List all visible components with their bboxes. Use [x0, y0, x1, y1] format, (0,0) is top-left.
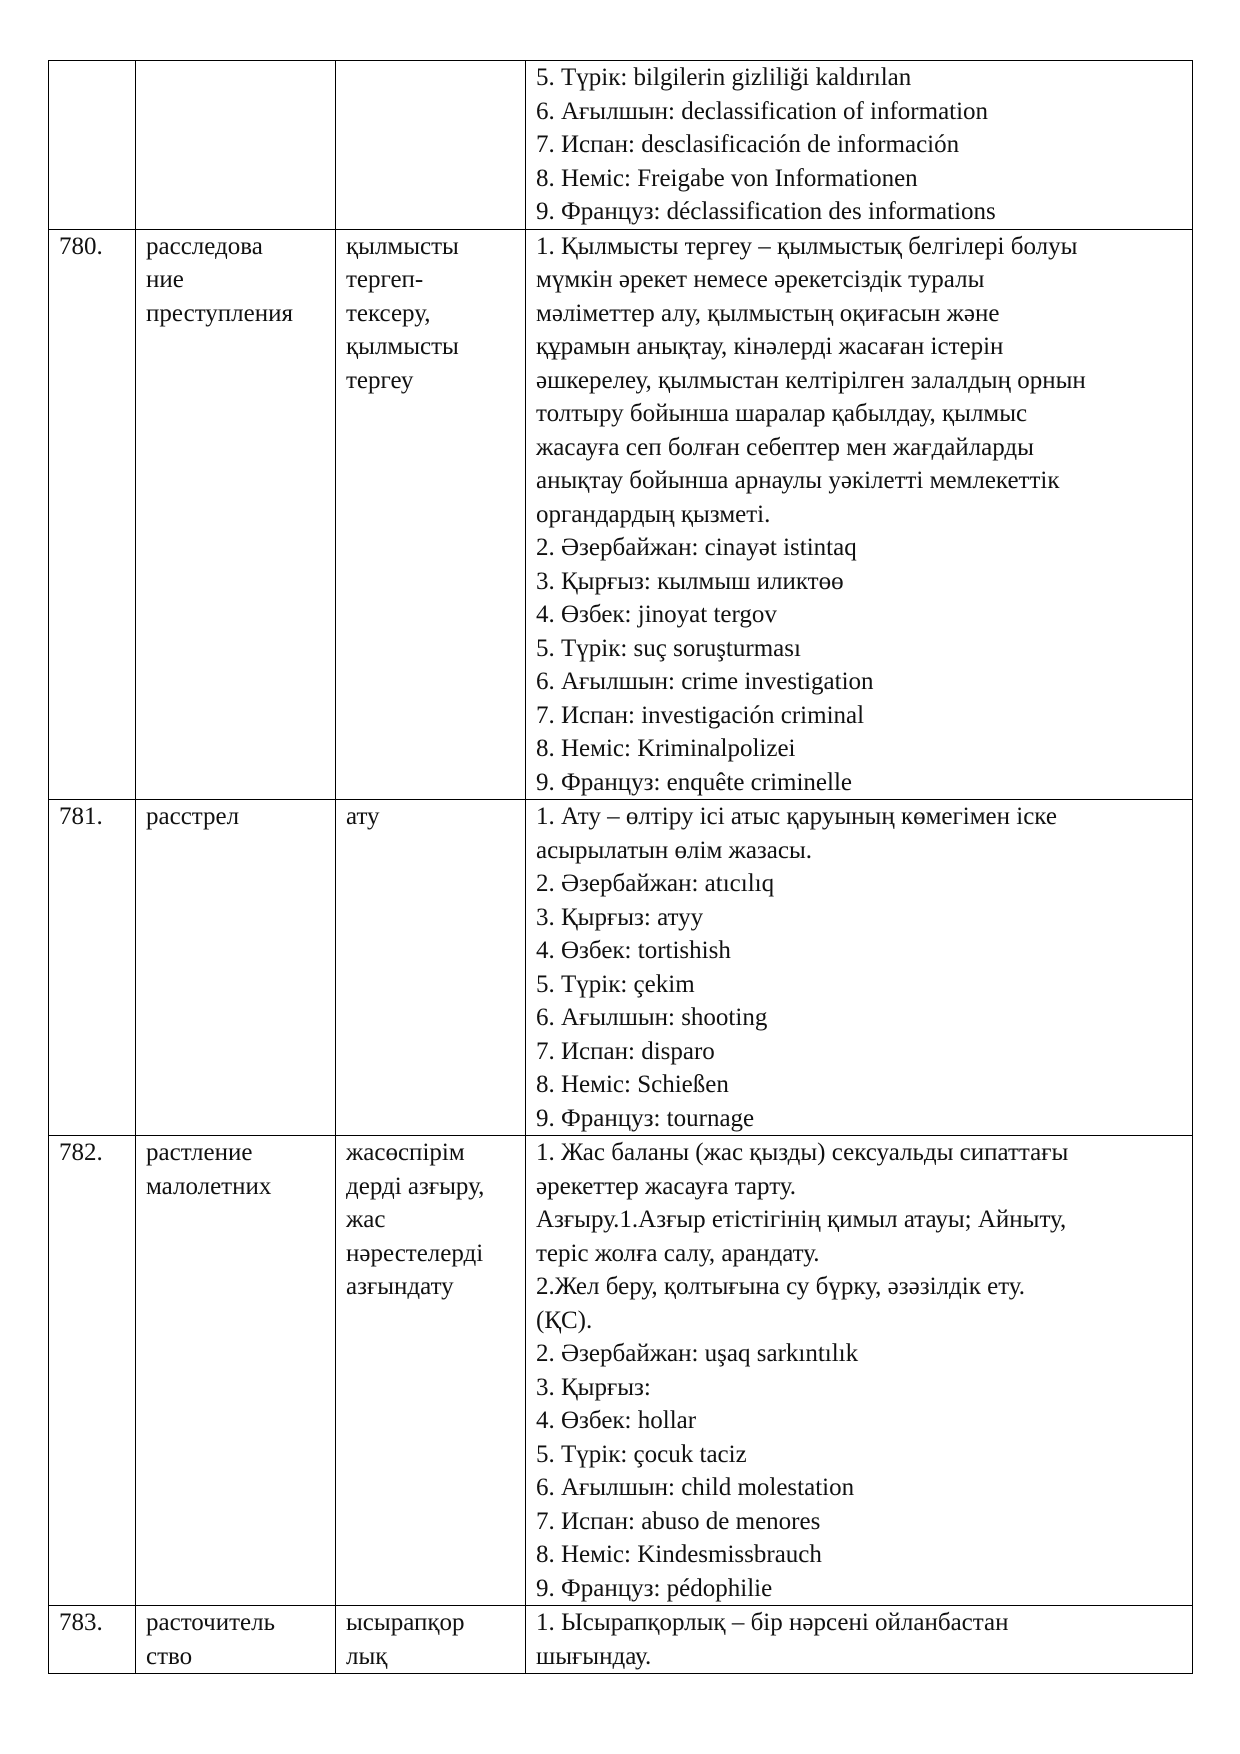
definition-line: 1. Ату – өлтіру ісі атыс қаруының көмегімен іске [536, 803, 1057, 830]
definition-cell [526, 1606, 1193, 1674]
definition-line: шығындау. [536, 1642, 652, 1670]
russian-term-cell [136, 229, 336, 800]
definition-line: 3. Қырғыз: [536, 1373, 651, 1401]
definition-cell [526, 61, 1193, 230]
definition-cell [526, 800, 1193, 1136]
kazakh-term-line: тергеу [346, 366, 414, 394]
definition-line: 8. Неміс: Schießen [536, 1071, 729, 1098]
russian-term-line: расследова [146, 232, 263, 260]
definition-line: 5. Түрік: suç soruşturması [536, 634, 801, 662]
definition-line: Азғыру.1.Азғыр етістігінің қимыл атауы; Айныту, [536, 1206, 1067, 1233]
definition-line: 5. Түрік: çocuk taciz [536, 1440, 747, 1468]
definition-line: органдардың қызметі. [536, 500, 771, 528]
glossary-table [48, 60, 1193, 1674]
entry-number-cell [49, 229, 136, 800]
russian-term-cell [136, 1606, 336, 1674]
definition-line: 9. Француз: pédophilie [536, 1574, 773, 1602]
definition-line: 6. Ағылшын: child molestation [536, 1474, 855, 1501]
table-row [49, 229, 1193, 800]
definition-line: асырылатын өлім жазасы. [536, 836, 813, 864]
definition-line: 7. Испан: investigación criminal [536, 701, 865, 729]
definition-cell [526, 229, 1193, 800]
definition-cell [526, 1136, 1193, 1606]
kazakh-term-line: дерді азғыру, [346, 1172, 485, 1200]
definition-line: 7. Испан: disparo [536, 1037, 715, 1065]
definition-line: 9. Француз: tournage [536, 1104, 755, 1132]
definition-line: 5. Түрік: çekim [536, 970, 695, 998]
kazakh-term-cell [336, 800, 526, 1136]
definition-line: 4. Өзбек: tortishish [536, 937, 731, 964]
kazakh-term-line: лық [346, 1642, 388, 1670]
entry-number-cell [49, 1136, 136, 1606]
kazakh-term-line: ату [346, 803, 380, 830]
russian-term-line: расточитель [146, 1609, 275, 1636]
russian-term-line: ство [146, 1642, 193, 1670]
definition-line: теріс жолға салу, арандату. [536, 1239, 820, 1267]
entry-number-cell [49, 1606, 136, 1674]
definition-line: 8. Неміс: Freigabe von Informationen [536, 164, 918, 192]
document-page [48, 60, 1192, 1674]
entry-number-cell [49, 800, 136, 1136]
definition-line: 1. Қылмысты тергеу – қылмыстық белгілері болуы [536, 232, 1078, 260]
definition-line: 3. Қырғыз: кылмыш иликтөө [536, 567, 844, 595]
definition-line: мүмкін әрекет немесе әрекетсіздік туралы [536, 266, 985, 293]
russian-term-cell [136, 61, 336, 230]
definition-line: 6. Ағылшын: crime investigation [536, 668, 874, 695]
kazakh-term-line: жас [346, 1206, 386, 1233]
definition-line: 2. Әзербайжан: uşaq sarkıntılık [536, 1340, 859, 1367]
definition-line: құрамын анықтау, кінәлерді жасаған істерін [536, 333, 1004, 360]
definition-line: 8. Неміс: Kindesmissbrauch [536, 1541, 822, 1568]
glossary-table-body [49, 61, 1193, 1674]
table-row [49, 800, 1193, 1136]
kazakh-term-line: қылмысты [346, 333, 459, 360]
definition-line: 9. Француз: enquête criminelle [536, 768, 853, 796]
entry-number: 781. [59, 803, 103, 830]
entry-number: 782. [59, 1139, 103, 1166]
definition-line: 2. Әзербайжан: cinayət istintaq [536, 534, 857, 561]
kazakh-term-line: жасөспірім [346, 1139, 465, 1166]
russian-term-cell [136, 800, 336, 1136]
russian-term-line: растление [146, 1139, 253, 1166]
kazakh-term-cell [336, 229, 526, 800]
definition-line: әрекеттер жасауға тарту. [536, 1172, 797, 1200]
definition-line: 6. Ағылшын: declassification of information [536, 97, 989, 125]
definition-line: 5. Түрік: bilgilerin gizliliği kaldırılan [536, 64, 912, 91]
definition-line: 4. Өзбек: jinoyat tergov [536, 601, 777, 628]
entry-number: 780. [59, 232, 103, 260]
definition-line: мәліметтер алу, қылмыстың оқиғасын және [536, 299, 1000, 327]
kazakh-term-cell [336, 1136, 526, 1606]
definition-line: 1. Жас баланы (жас қызды) сексуальды сипаттағы [536, 1139, 1069, 1166]
definition-line: 3. Қырғыз: атуу [536, 903, 704, 931]
kazakh-term-line: қылмысты [346, 232, 459, 260]
definition-line: толтыру бойынша шаралар қабылдау, қылмыс [536, 400, 1028, 427]
kazakh-term-line: тергеп- [346, 266, 424, 293]
kazakh-term-line: нәрестелерді [346, 1239, 484, 1267]
definition-line: 1. Ысырапқорлық – бір нәрсені ойланбастан [536, 1609, 1009, 1636]
table-row [49, 1606, 1193, 1674]
definition-line: жасауға сеп болған себептер мен жағдайларды [536, 433, 1034, 461]
kazakh-term-line: азғындату [346, 1273, 454, 1300]
kazakh-term-line: тексеру, [346, 299, 431, 327]
entry-number-cell [49, 61, 136, 230]
definition-line: анықтау бойынша арнаулы уәкілетті мемлекеттік [536, 467, 1060, 494]
definition-line: 7. Испан: desclasificación de información [536, 131, 960, 158]
russian-term-line: ние [146, 266, 184, 293]
definition-line: 6. Ағылшын: shooting [536, 1004, 768, 1031]
definition-line: әшкерелеу, қылмыстан келтірілген залалдың орнын [536, 366, 1086, 394]
russian-term-line: преступления [146, 299, 293, 327]
russian-term-line: малолетних [146, 1172, 272, 1200]
entry-number: 783. [59, 1609, 103, 1636]
definition-line: 2.Жел беру, қолтығына су бүрку, әзәзілдік ету. [536, 1273, 1026, 1300]
kazakh-term-cell [336, 61, 526, 230]
russian-term-line: расстрел [146, 803, 240, 830]
definition-line: 9. Француз: déclassification des informations [536, 198, 996, 225]
definition-line: 4. Өзбек: hollar [536, 1407, 697, 1434]
table-row [49, 61, 1193, 230]
russian-term-cell [136, 1136, 336, 1606]
definition-line: (ҚС). [536, 1306, 593, 1334]
definition-line: 7. Испан: abuso de menores [536, 1507, 821, 1535]
definition-line: 8. Неміс: Kriminalpolizei [536, 735, 796, 762]
definition-line: 2. Әзербайжан: atıcılıq [536, 870, 775, 897]
table-row [49, 1136, 1193, 1606]
kazakh-term-cell [336, 1606, 526, 1674]
kazakh-term-line: ысырапқор [346, 1609, 465, 1636]
